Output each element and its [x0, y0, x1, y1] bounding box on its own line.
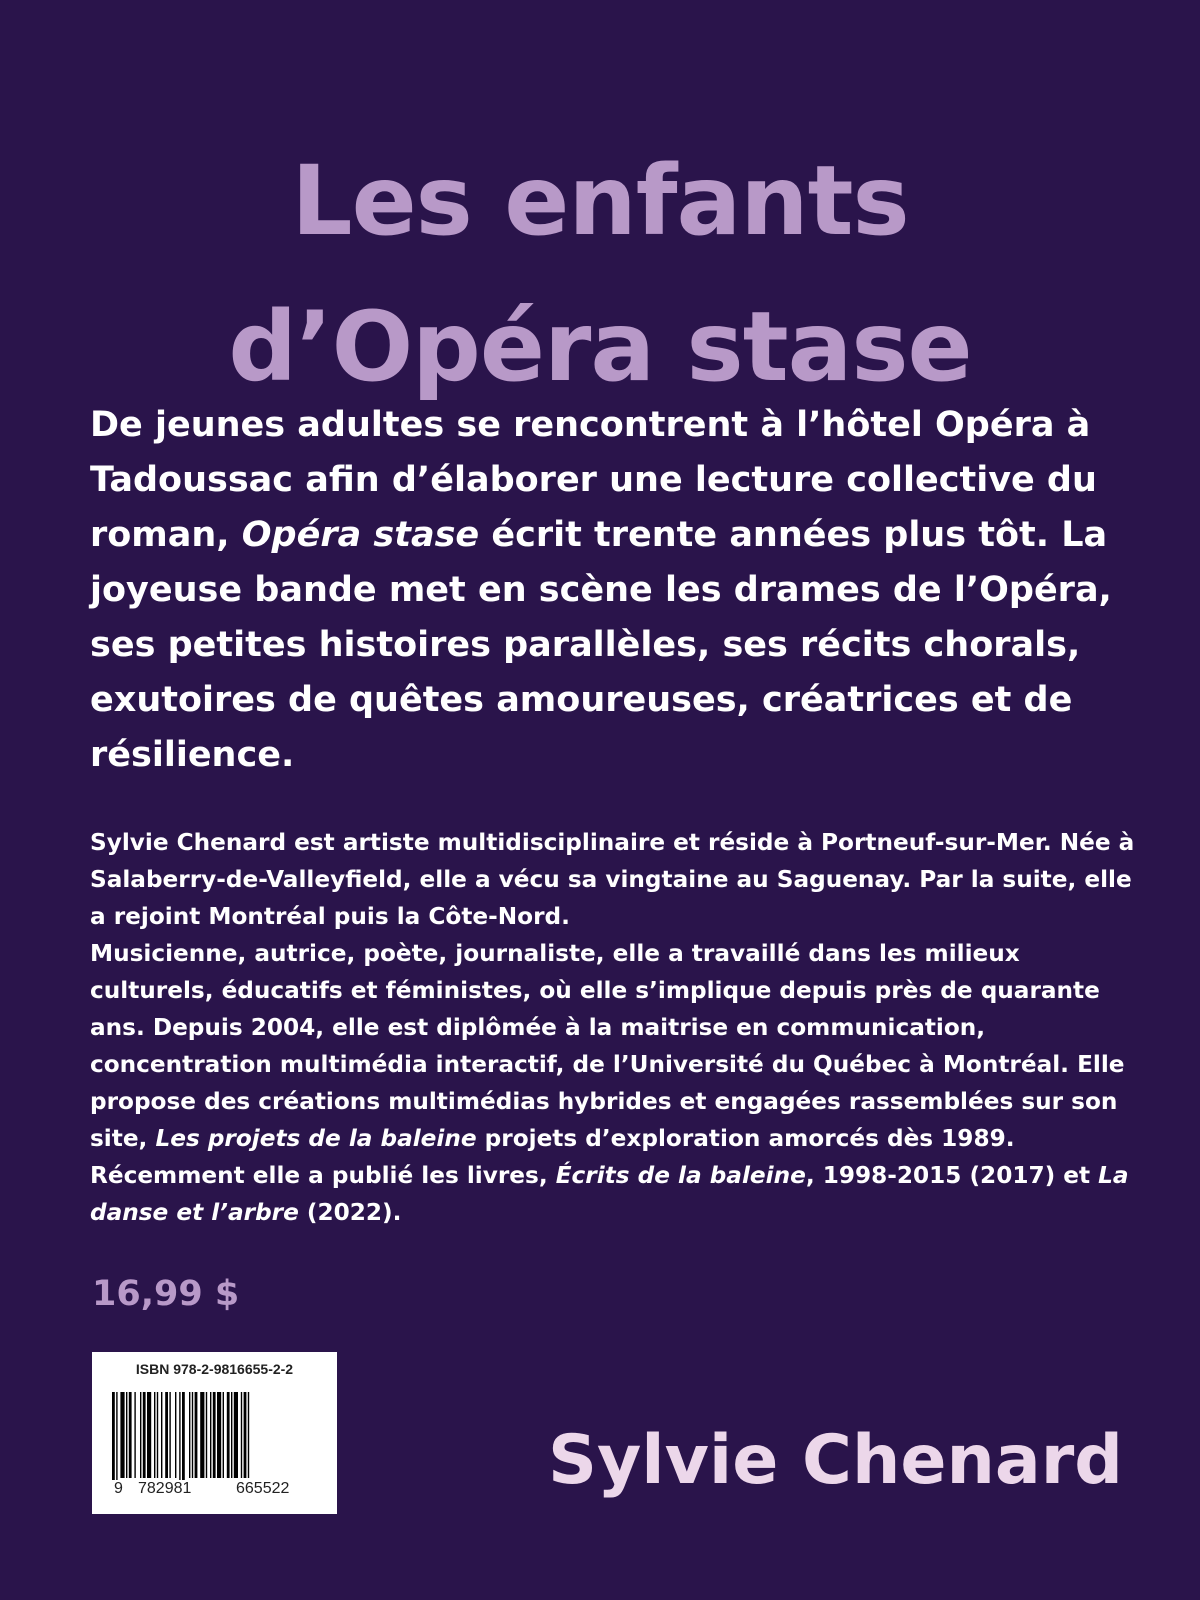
- book-title: [0, 128, 1200, 420]
- book-title-line-2: d’Opéra stase: [228, 291, 972, 403]
- bio-book-title-1: Écrits de la baleine: [555, 1162, 806, 1189]
- barcode-bar: [213, 1392, 216, 1478]
- bio-paragraph-2: [90, 935, 1140, 1231]
- barcode-bar: [116, 1392, 117, 1492]
- barcode-bar: [189, 1392, 190, 1478]
- barcode-bar: [217, 1392, 221, 1478]
- bio-text-1: Musicienne, autrice, poète, journaliste, elle a travaillé dans les milieux culturels, éducatifs et féministes, où elle s’implique depuis près de quarante ans. Depuis 2004, elle est diplômée à la maitrise en communication, concentration multimédia interactif, de l’Université du Québec à Montréal. Elle propose des créations multimédias hybrides et engagées rassemblées sur son site,: [90, 940, 1125, 1152]
- bio-text-4: (2022).: [298, 1199, 402, 1226]
- barcode-bar: [175, 1392, 176, 1478]
- barcode-bar: [223, 1392, 224, 1478]
- bio-book-title-2: La danse et l’arbre: [90, 1162, 1129, 1226]
- barcode-bars: [110, 1392, 320, 1492]
- barcode-bar: [140, 1392, 141, 1478]
- barcode-bar: [143, 1392, 146, 1478]
- summary-text-1: De jeunes adultes se rencontrent à l’hôtel Opéra à Tadoussac afin d’élaborer une lecture collective du roman,: [90, 405, 1097, 555]
- barcode-bar: [210, 1392, 211, 1478]
- barcode-bar: [154, 1392, 155, 1478]
- barcode-digits-left: 782981: [138, 1480, 192, 1497]
- barcode-bar: [248, 1392, 249, 1478]
- barcode-bar: [120, 1392, 124, 1478]
- barcode-bar: [195, 1392, 198, 1478]
- summary-text-2: écrit trente années plus tôt. La joyeuse bande met en scène les drames de l’Opéra, ses petites histoires parallèles, ses récits chorals, exutoires de quêtes amoureuses, créatrices et de résilience.: [90, 515, 1112, 775]
- isbn-barcode: [92, 1352, 337, 1514]
- price-label: 16,99 $: [92, 1274, 240, 1314]
- barcode-bar: [179, 1392, 180, 1492]
- bio-paragraph-1: Sylvie Chenard est artiste multidisciplinaire et réside à Portneuf-sur-Mer. Née à Salaberry-de-Valleyfield, elle a vécu sa vingtaine au Saguenay. Par la suite, elle a rejoint Montréal puis la Côte-Nord.: [90, 829, 1135, 930]
- book-summary: [90, 398, 1120, 783]
- isbn-number: ISBN 978-2-9816655-2-2: [135, 1361, 294, 1377]
- barcode-bar: [200, 1392, 204, 1478]
- barcode-bar: [206, 1392, 207, 1478]
- bio-text-3: , 1998-2015 (2017) et: [805, 1162, 1099, 1189]
- author-bio: [90, 824, 1140, 1231]
- barcode-bar: [231, 1392, 232, 1478]
- barcode-bar: [161, 1392, 162, 1478]
- book-title-line-1: Les enfants: [291, 145, 909, 257]
- author-name: Sylvie Chenard: [548, 1421, 1123, 1500]
- barcode-digits-right: 665522: [236, 1480, 290, 1497]
- bio-site-title: Les projets de la baleine: [155, 1125, 477, 1152]
- barcode-bar: [182, 1392, 185, 1492]
- barcode-digit-first: 9: [114, 1480, 123, 1497]
- barcode-bar: [244, 1392, 247, 1478]
- summary-novel-title: Opéra stase: [241, 515, 480, 555]
- barcode-bar: [112, 1392, 115, 1492]
- bio-text-2: projets d’exploration amorcés dès 1989. Récemment elle a publié les livres,: [90, 1125, 1015, 1189]
- barcode-bar: [147, 1392, 151, 1478]
- barcode-bar: [165, 1392, 168, 1478]
- barcode-bar: [241, 1392, 242, 1478]
- barcode-bar: [129, 1392, 132, 1478]
- barcode-bar: [126, 1392, 127, 1478]
- barcode-bar: [227, 1392, 230, 1478]
- barcode-bar: [169, 1392, 170, 1478]
- barcode-bar: [192, 1392, 193, 1478]
- barcode-bar: [134, 1392, 135, 1478]
- barcode-bar: [157, 1392, 158, 1478]
- barcode-bar: [234, 1392, 238, 1478]
